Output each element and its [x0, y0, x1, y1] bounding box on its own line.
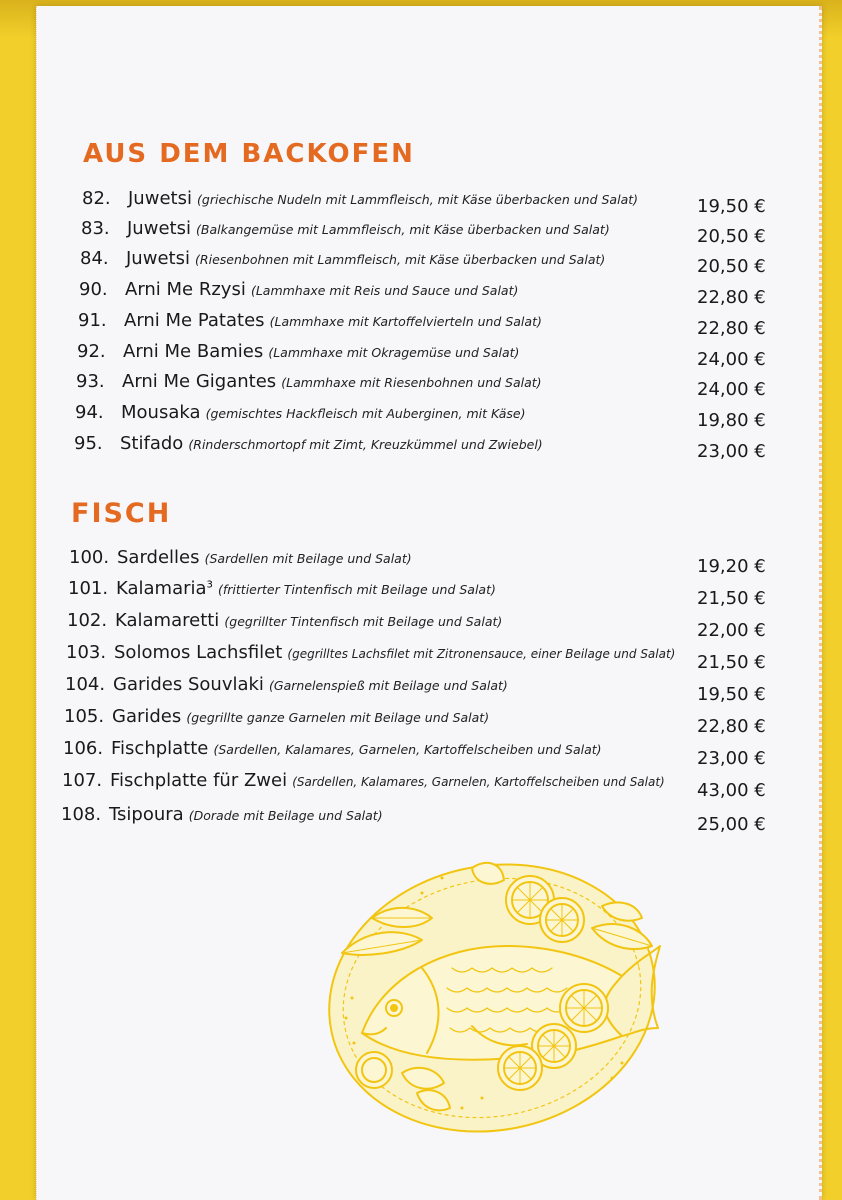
item-price: 22,00 €: [697, 620, 766, 641]
item-number: 104.: [65, 674, 106, 695]
item-price: 20,50 €: [697, 226, 766, 247]
item-name: Arni Me Bamies: [123, 341, 264, 362]
item-description: (Riesenbohnen mit Lammfleisch, mit Käse überbacken und Salat): [195, 252, 606, 267]
item-number: 84.: [80, 248, 109, 269]
item-name: Fischplatte für Zwei: [110, 770, 288, 791]
item-price: 23,00 €: [697, 441, 766, 462]
allergen-footnote: 3: [206, 579, 213, 591]
item-price: 19,20 €: [697, 556, 766, 577]
item-name: Juwetsi: [126, 248, 190, 269]
item-number: 93.: [76, 371, 105, 392]
item-price: 19,80 €: [697, 410, 766, 431]
item-name: Stifado: [120, 433, 184, 454]
item-number: 83.: [81, 218, 110, 239]
item-number: 103.: [66, 642, 107, 663]
item-name: Arni Me Patates: [124, 310, 265, 331]
item-number: 90.: [79, 279, 108, 300]
item-price: 43,00 €: [697, 780, 766, 801]
item-description: (gegrillte ganze Garnelen mit Beilage und Salat): [186, 710, 490, 725]
item-description: (gemischtes Hackfleisch mit Auberginen, mit Käse): [205, 406, 526, 421]
item-name: Garides: [112, 706, 182, 727]
item-description: (gegrillter Tintenfisch mit Beilage und Salat): [224, 614, 503, 629]
item-price: 21,50 €: [697, 652, 766, 673]
item-price: 24,00 €: [697, 349, 766, 370]
section-title-fisch: FISCH: [71, 498, 172, 529]
item-name: Arni Me Gigantes: [122, 371, 277, 392]
item-description: (Lammhaxe mit Reis und Sauce und Salat): [250, 283, 519, 298]
item-description: (Garnelenspieß mit Beilage und Salat): [269, 678, 508, 693]
item-price: 19,50 €: [697, 196, 766, 217]
item-price: 24,00 €: [697, 379, 766, 400]
item-number: 91.: [78, 310, 107, 331]
fish-platter-icon: [322, 858, 662, 1136]
item-price: 20,50 €: [697, 256, 766, 277]
item-description: (Sardellen, Kalamares, Garnelen, Kartoffelscheiben und Salat): [292, 775, 665, 789]
item-number: 102.: [67, 610, 108, 631]
item-description: (Sardellen, Kalamares, Garnelen, Kartoffelscheiben und Salat): [213, 742, 602, 757]
item-description: (Lammhaxe mit Riesenbohnen und Salat): [281, 375, 542, 390]
item-number: 107.: [62, 770, 103, 791]
item-description: (Lammhaxe mit Kartoffelvierteln und Salat): [269, 314, 542, 329]
item-price: 22,80 €: [697, 716, 766, 737]
item-description: (Dorade mit Beilage und Salat): [188, 808, 383, 823]
item-name: Kalamaretti: [115, 610, 220, 631]
item-number: 100.: [69, 547, 110, 568]
item-price: 22,80 €: [697, 287, 766, 308]
item-price: 22,80 €: [697, 318, 766, 339]
item-name: Arni Me Rzysi: [125, 279, 246, 300]
item-number: 94.: [75, 402, 104, 423]
item-price: 21,50 €: [697, 588, 766, 609]
item-description: (Sardellen mit Beilage und Salat): [204, 551, 412, 566]
item-name: Garides Souvlaki: [113, 674, 264, 695]
item-description: (gegrilltes Lachsfilet mit Zitronensauce, einer Beilage und Salat): [287, 647, 676, 661]
item-number: 105.: [64, 706, 105, 727]
item-number: 106.: [63, 738, 104, 759]
item-number: 82.: [82, 188, 111, 209]
item-price: 25,00 €: [697, 814, 766, 835]
item-name: Mousaka: [121, 402, 201, 423]
item-number: 108.: [61, 804, 102, 825]
item-description: (Lammhaxe mit Okragemüse und Salat): [268, 345, 520, 360]
item-name: Solomos Lachsfilet: [114, 642, 283, 663]
item-name: Juwetsi: [127, 218, 191, 239]
item-name: Fischplatte: [111, 738, 209, 759]
item-number: 92.: [77, 341, 106, 362]
item-price: 23,00 €: [697, 748, 766, 769]
item-name: Kalamaria: [116, 578, 207, 599]
item-name: Sardelles: [117, 547, 200, 568]
item-description: (Balkangemüse mit Lammfleisch, mit Käse überbacken und Salat): [196, 222, 610, 237]
item-number: 101.: [68, 578, 109, 599]
section-title-backofen: AUS DEM BACKOFEN: [83, 139, 415, 169]
item-description: (griechische Nudeln mit Lammfleisch, mit Käse überbacken und Salat): [197, 192, 639, 207]
item-name: Tsipoura: [109, 804, 184, 825]
item-price: 19,50 €: [697, 684, 766, 705]
item-description: (frittierter Tintenfisch mit Beilage und Salat): [218, 582, 496, 597]
item-number: 95.: [74, 433, 103, 454]
item-name: Juwetsi: [128, 188, 192, 209]
item-description: (Rinderschmortopf mit Zimt, Kreuzkümmel und Zwiebel): [188, 437, 543, 452]
